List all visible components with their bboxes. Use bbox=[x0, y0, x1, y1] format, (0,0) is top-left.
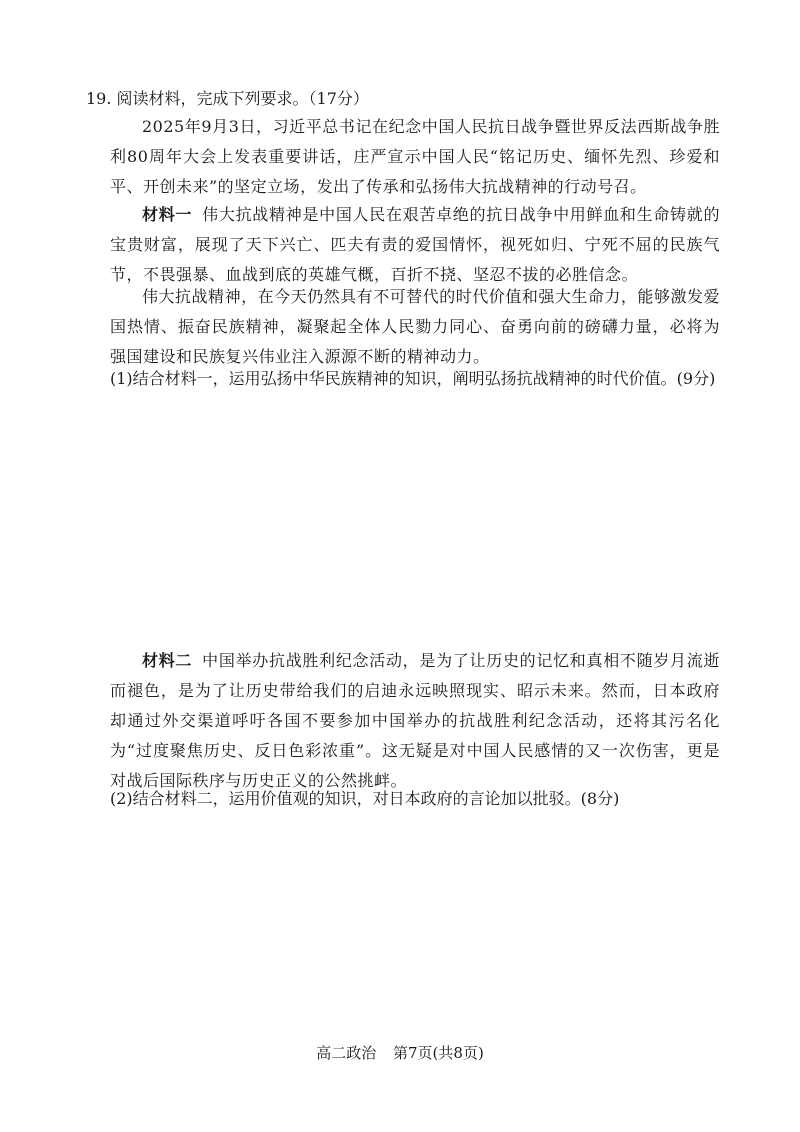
footer-subject: 高二政治 bbox=[316, 1044, 377, 1062]
material-2-paragraph bbox=[110, 646, 720, 796]
sub-question-2: (2)结合材料二，运用价值观的知识，对日本政府的言论加以批驳。(8分) bbox=[110, 789, 620, 808]
footer-page-number: 第7页(共8页) bbox=[393, 1044, 484, 1062]
material-1-paragraph-1 bbox=[110, 200, 720, 290]
material-1-paragraph-2: 伟大抗战精神，在今天仍然具有不可替代的时代价值和强大生命力，能够激发爱国热情、振奋民族精神，凝聚起全体人民勠力同心、奋勇向前的磅礴力量，必将为强国建设和民族复兴伟业注入源源不断的精神动力。 bbox=[110, 287, 720, 366]
material-2-text: 中国举办抗战胜利纪念活动，是为了让历史的记忆和真相不随岁月流逝而褪色，是为了让历史带给我们的启迪永远映照现实、昭示未来。然而，日本政府却通过外交渠道呼吁各国不要参加中国举办的抗战胜利纪念活动，还将其污名化为“过度聚焦历史、反日色彩浓重”。这无疑是对中国人民感情的又一次伤害，更是对战后国际秩序与历史正义的公然挑衅。 bbox=[110, 651, 720, 790]
sub-question-1: (1)结合材料一，运用弘扬中华民族精神的知识，阐明弘扬抗战精神的时代价值。(9分) bbox=[110, 369, 716, 388]
question-intro: 2025年9月3日，习近平总书记在纪念中国人民抗日战争暨世界反法西斯战争胜利80周年大会上发表重要讲话，庄严宣示中国人民“铭记历史、缅怀先烈、珍爱和平、开创未来”的坚定立场，发出了传承和弘扬伟大抗战精神的行动号召。 bbox=[110, 117, 720, 196]
material-2-label: 材料二 bbox=[142, 651, 193, 670]
material-1-text-1: 伟大抗战精神是中国人民在艰苦卓绝的抗日战争中用鲜血和生命铸就的宝贵财富，展现了天下兴亡、匹夫有责的爱国情怀，视死如归、宁死不屈的民族气节，不畏强暴、血战到底的英雄气概，百折不挠、坚忍不拔的必胜信念。 bbox=[110, 205, 720, 284]
material-1-label: 材料一 bbox=[142, 205, 193, 224]
page-footer bbox=[0, 1043, 800, 1063]
question-header: 19. 阅读材料，完成下列要求。（17分） bbox=[86, 89, 369, 108]
